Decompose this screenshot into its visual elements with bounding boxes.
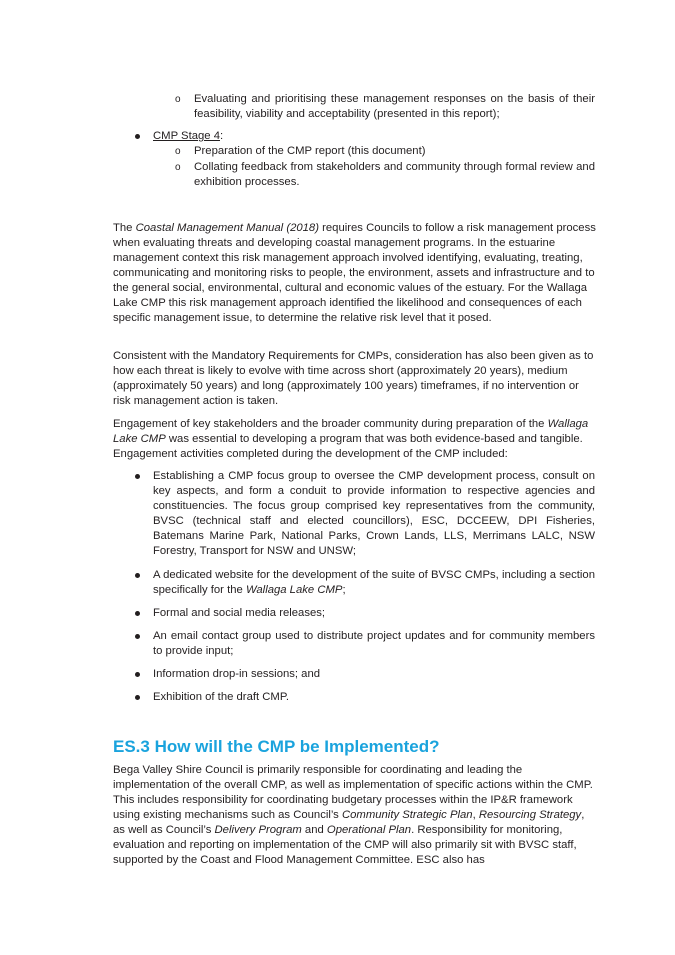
list-item-text: Information drop-in sessions; and: [153, 668, 321, 680]
bullet-icon: [135, 611, 140, 616]
list-item: [135, 129, 595, 144]
bullet-icon: [135, 672, 140, 677]
list-item-text: A dedicated website for the development of the suite of BVSC CMPs, including a section specifically for the Wallaga Lake CMP;: [153, 569, 595, 596]
list-item: [175, 92, 595, 122]
list-item-text: An email contact group used to distribute project updates and for community members to provide input;: [153, 630, 595, 657]
hollow-bullet-icon: o: [175, 94, 181, 105]
list-item: [135, 606, 595, 621]
paragraph-mandatory-requirements: Consistent with the Mandatory Requirements for CMPs, consideration has also been given as to how each threat is likely to evolve with time across short (approximately 20 years), medium (approximately 50 years) and long (approximately 100 years) timeframes, if no intervention or risk management action is taken.: [113, 350, 594, 407]
paragraph-engagement: Engagement of key stakeholders and the broader community during preparation of the Wallaga Lake CMP was essential to developing a program that was both evidence-based and tangible. Engagement activities completed during the development of the CMP included:: [113, 418, 589, 460]
list-item: [135, 568, 595, 598]
list-item: [175, 160, 595, 190]
list-item: [175, 144, 595, 159]
list-item: [135, 469, 595, 559]
paragraph-risk-management: The Coastal Management Manual (2018) requires Councils to follow a risk management process when evaluating threats and developing coastal management programs. In the estuarine management context this risk management approach involved identifying, evaluating, treating, communicating and monitoring risks to people, the environment, assets and infrastructure and to the general social, environmental, cultural and economic values of the estuary. For the Wallaga Lake CMP this risk management approach identified the likelihood and consequences of each specific management issue, to determine the relative risk level that it posed.: [113, 222, 596, 324]
stage4-link[interactable]: CMP Stage 4: [153, 130, 220, 142]
hollow-bullet-icon: o: [175, 146, 181, 157]
stage4-colon: :: [219, 130, 224, 142]
hollow-bullet-icon: o: [175, 162, 181, 173]
list-item-text: Evaluating and prioritising these management responses on the basis of their feasibility, viability and acceptability (presented in this report);: [194, 93, 595, 120]
bullet-icon: [135, 695, 140, 700]
paragraph-implementation: Bega Valley Shire Council is primarily responsible for coordinating and leading the implementation of the overall CMP, as well as implementation of specific actions within the CMP. This includes responsibility for coordinating budgetary processes within the IP&R framework using existing mechanisms such as Council’s Community Strategic Plan, Resourcing Strategy, as well as Council’s Delivery Program and Operational Plan. Responsibility for monitoring, evaluation and reporting on implementation of the CMP will also primarily sit with BVSC staff, supported by the Coast and Flood Management Committee. ESC also has: [113, 764, 593, 866]
list-item-text: Exhibition of the draft CMP.: [153, 691, 290, 703]
list-item-text: Preparation of the CMP report (this document): [194, 145, 426, 157]
list-item-text: Collating feedback from stakeholders and community through formal review and exhibition processes.: [194, 161, 595, 188]
bullet-icon: [135, 573, 140, 578]
list-item: [135, 667, 595, 682]
section-heading: ES.3 How will the CMP be Implemented?: [113, 737, 440, 756]
bullet-icon: [135, 474, 140, 479]
list-item-text: Formal and social media releases;: [153, 607, 326, 619]
list-item: [135, 690, 595, 705]
bullet-icon: [135, 634, 140, 639]
list-item: [135, 629, 595, 659]
bullet-icon: [135, 134, 140, 139]
list-item-text: Establishing a CMP focus group to oversee the CMP development process, consult on key aspects, and form a conduit to provide information to respective agencies and constituencies. The focus group comprised key representatives from the community, BVSC (technical staff and elected councillors), ESC, DCCEEW, DPI Fisheries, Batemans Marine Park, National Parks, Crown Lands, LLS, Merrimans LALC, NSW Forestry, Transport for NSW and UNSW;: [153, 470, 595, 557]
